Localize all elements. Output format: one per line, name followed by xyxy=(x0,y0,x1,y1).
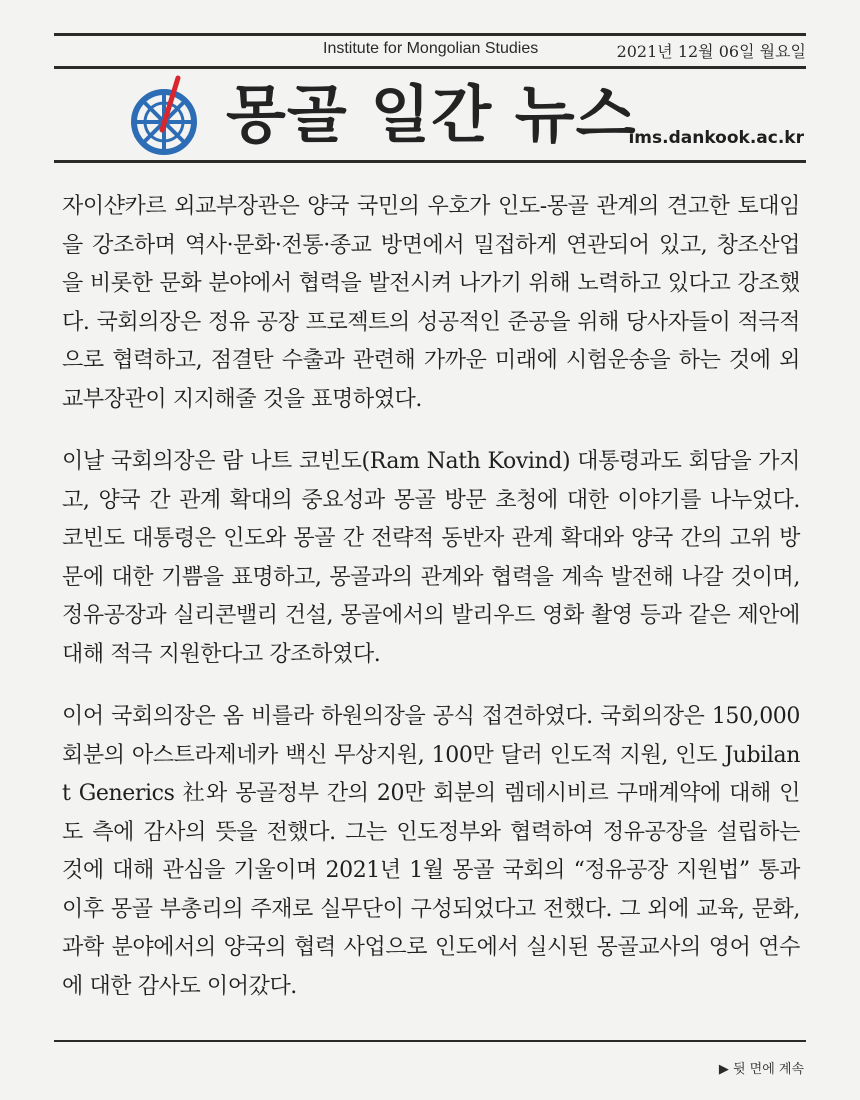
article-body xyxy=(62,188,800,1030)
wheel-logo-graphic xyxy=(134,78,194,152)
title-rule xyxy=(54,160,806,163)
paragraph: 자이샨카르 외교부장관은 양국 국민의 우호가 인도-몽골 관계의 견고한 토대임을 강조하며 역사·문화·전통·종교 방면에서 밀접하게 연관되어 있고, 창조산업을 비롯한 문화 분야에서 협력을 발전시켜 나가기 위해 노력하고 있다고 강조했다. 국회의장은 정유 공장 프로젝트의 성공적인 준공을 위해 당사자들이 적극적으로 협력하고, 점결탄 수출과 관련해 가까운 미래에 시험운송을 하는 것에 외교부장관이 지지해줄 것을 표명하였다. xyxy=(62,194,800,412)
header-rule xyxy=(54,66,806,69)
top-rule xyxy=(54,33,806,36)
dharma-wheel-logo-icon xyxy=(126,72,212,160)
issue-date: 2021년 12월 06일 월요일 xyxy=(616,42,806,61)
footer-rule xyxy=(54,1040,806,1042)
website-url: ims.dankook.ac.kr xyxy=(628,128,804,148)
continued-on-back-note: ▶ 뒷 면에 계속 xyxy=(718,1062,804,1077)
paragraph: 이날 국회의장은 람 나트 코빈도(Ram Nath Kovind) 대통령과도 회담을 가지고, 양국 간 관계 확대의 중요성과 몽골 방문 초청에 대한 이야기를 나누었다. 코빈도 대통령은 인도와 몽골 간 전략적 동반자 관계 확대와 양국 간의 고위 방문에 대한 기쁨을 표명하고, 몽골과의 관계와 협력을 계속 발전해 나갈 것이며, 정유공장과 실리콘밸리 건설, 몽골에서의 발리우드 영화 촬영 등과 같은 제안에 대해 적극 지원한다고 강조하였다. xyxy=(62,449,800,667)
paragraph: 이어 국회의장은 옴 비를라 하원의장을 공식 접견하였다. 국회의장은 150,000회분의 아스트라제네카 백신 무상지원, 100만 달러 인도적 지원, 인도 Jubilant Generics 社와 몽골정부 간의 20만 회분의 렘데시비르 구매계약에 대해 인도 측에 감사의 뜻을 전했다. 그는 인도정부와 협력하여 정유공장을 설립하는 것에 대해 관심을 기울이며 2021년 1월 몽골 국회의 “정유공장 지원법” 통과 이후 몽골 부총리의 주재로 실무단이 구성되었다고 전했다. 그 외에 교육, 문화, 과학 분야에서의 양국의 협력 사업으로 인도에서 실시된 몽골교사의 영어 연수에 대한 감사도 이어갔다. xyxy=(62,704,800,999)
newsletter-title: 몽골 일간 뉴스 xyxy=(226,78,637,151)
institute-name: Institute for Mongolian Studies xyxy=(323,40,539,57)
